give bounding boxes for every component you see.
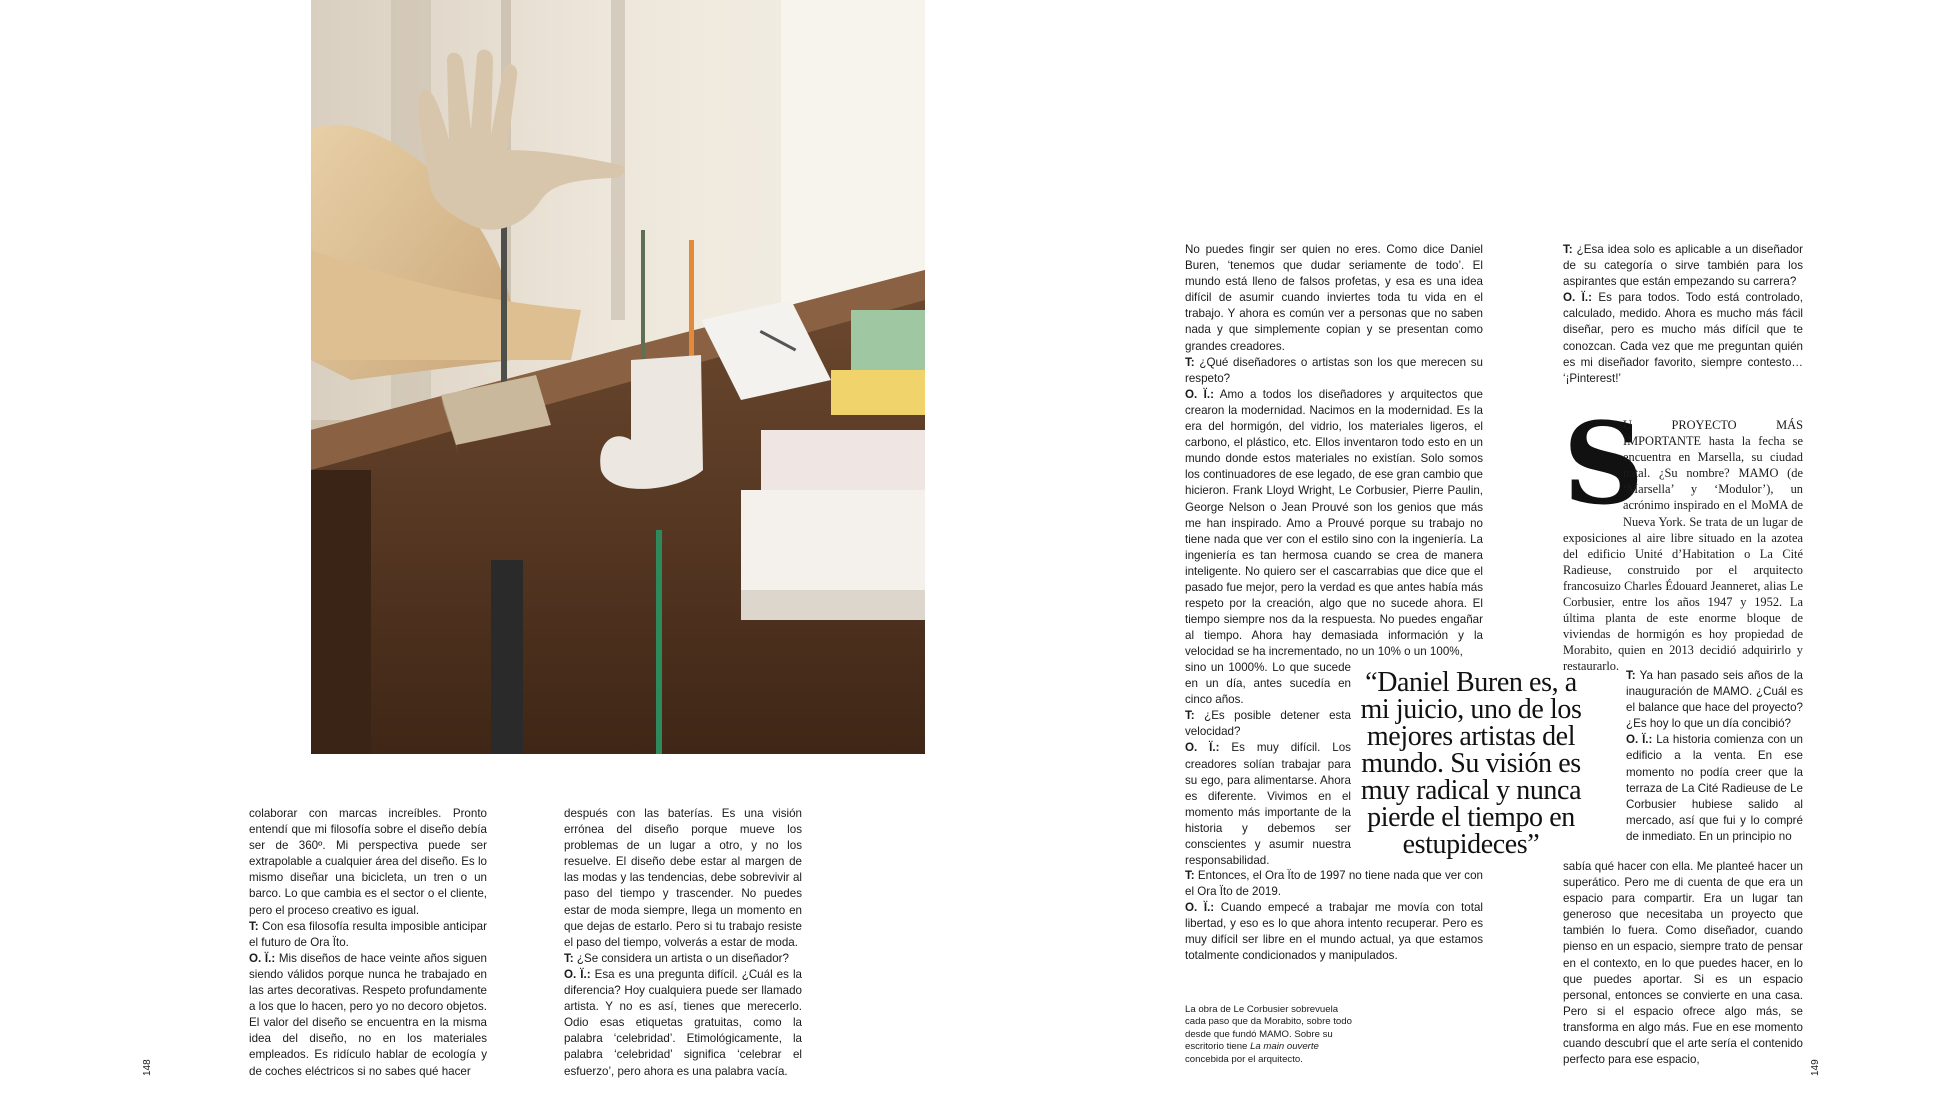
caption-text-end: concebida por el arquitecto. [1185,1053,1303,1065]
right-column-2-end [1563,859,1803,1068]
question-tag: T: [249,919,259,933]
caption-artwork-title: La main ouverte [1250,1041,1319,1053]
question-tag: T: [1626,669,1636,682]
left-column-1 [249,806,487,1080]
answer-text: sino un 1000%. Lo que sucede en un día, antes sucedía en cinco años. [1185,661,1351,707]
answer-text: Cuando empecé a trabajar me movía con total libertad, y eso es lo que ahora intento recuperar. Pero es muy difícil ser libre en el mundo actual, ya que estamos totalmente condicionados y manipulados. [1185,901,1484,963]
answer-text: Es muy difícil. Los creadores solían trabajar para su ego, para alimentarse. Ahora es diferente. Vivimos en el momento más importante de la historia y debemos ser conscientes y asumir nuestra responsabilidad. [1185,741,1351,868]
right-column-2-narrow [1626,668,1803,845]
question-tag: T: [1185,869,1195,882]
answer-text: sabía qué hacer con ella. Me planteé hacer un superático. Pero me di cuenta de que era un espacio para compartir. Era un lugar tan generoso que necesitaba un proyecto que también lo fuera. Como diseñador, cuando pienso en un espacio, siempre trato de pensar en el contexto, en lo que puedes hacer, en lo que puedes aportar. Si es un espacio personal, entonces se convierte en una casa. Pero si el espacio ofrece algo más, se transforma en algo más. Fue en ese momento cuando descubrí que el arte sería el contenido perfecto para ese espacio, [1563,860,1803,1067]
answer-tag: O. Ï.: [1563,291,1592,305]
answer-text: Amo a todos los diseñadores y arquitectos que crearon la modernidad. Nacimos en la modernidad. Es la era del hormigón, del vidrio, los materiales ligeros, el carbono, el plástico, etc. Ellos inventaron todo esto en un mundo donde estos materiales no existían. Solo somos los continuadores de ese legado, de ese gran cambio que hicieron. Frank Lloyd Wright, Le Corbusier, Pierre Paulin, George Nelson o Jean Prouvé son los genios que más me han inspirado. Amo a Prouvé porque su trabajo no tiene nada que ver con el estilo sino con la ingeniería. La ingeniería es tan hermosa cuando se crea de manera inteligente. No quiero ser el cascarrabias que dice que el pasado fue mejor, pero la verdad es que antes había más respeto por la creación, algo que no sucede ahora. El tiempo siempre nos da la respuesta. No puedes engañar al tiempo. Ahora hay demasiada información y la velocidad se ha incrementado, no un 10% o un 100%, [1185,387,1483,659]
question-text: Con esa filosofía resulta imposible anticipar el futuro de Ora Ïto. [249,919,487,949]
body-text: después con las baterías. Es una visión errónea del diseño porque mueve los problemas de un lugar a otro, y no los resuelve. El diseño debe estar al margen de las modas y las tendencias, debe sobrevivir al paso del tiempo y trascender. No puedes estar de moda siempre, llega un momento en que dejas de estarlo. Pero si tu trabajo resiste el paso del tiempo, volverás a estar de moda. [564,807,802,949]
question-text: ¿Es posible detener esta velocidad? [1185,709,1351,739]
answer-text: Mis diseños de hace veinte años siguen siendo válidos porque nunca he trabajado en las artes decorativas. Respeto profundamente a los que lo hacen, pero yo no decoro objetos. El valor del diseño se encuentra en la misma idea del diseño, no en los materiales empleados. Es ridículo hablar de ecología y de coches eléctricos si no sabes qué hacer [249,951,487,1078]
answer-text: Es para todos. Todo está controlado, calculado, medido. Ahora es mucho más fácil diseñar, pero es mucho más difícil que te conozcan. Cada vez que me preguntan quién es mi diseñador favorito, siempre contesto… ‘¡Pinterest!’ [1563,291,1803,385]
answer-tag: O. Ï.: [249,951,276,965]
answer-tag: O. Ï.: [1185,901,1215,915]
answer-tag: O. Ï.: [1626,733,1653,747]
answer-tag: O. Ï.: [1185,741,1220,755]
drop-cap: S [1563,399,1644,530]
pull-quote: “Daniel Buren es, a mi juicio, uno de los mejores artistas del mundo. Su visión es muy radical y nunca pierde el tiempo en estupideces” [1360,667,1582,860]
question-text: ¿Qué diseñadores o artistas son los que merecen su respeto? [1185,355,1483,385]
answer-text: La historia comienza con un edificio a la venta. En ese momento no podía creer que la terraza de La Cité Radieuse de Le Corbusier hubiese salido al mercado, así que fui y lo compré de inmediato. En un principio no [1626,733,1803,843]
desk-photo [311,0,925,754]
question-tag: T: [1185,355,1195,369]
answer-tag: O. Ï.: [1185,387,1214,401]
answer-text: Esa es una pregunta difícil. ¿Cuál es la diferencia? Hoy cualquiera puede ser llamado artista. Y no es así, tienes que merecerlo. Odio esas etiquetas gratuitas, como la palabra ‘celebridad’. Etimológicamente, la palabra ‘celebridad’ significa ‘celebrar el esfuerzo’, pero ahora es una palabra vacía. [564,967,802,1078]
question-text: ¿Se considera un artista o un diseñador? [576,951,789,965]
right-page [980,0,1960,1120]
right-column-2-top [1563,242,1803,387]
body-text: No puedes fingir ser quien no eres. Como dice Daniel Buren, ‘tenemos que dudar seriamente de todo’. El mundo está lleno de falsos profetas, y esa es una idea difícil de asumir cuando inviertes toda tu vida en el trabajo. Y ahora es común ver a personas que no saben nada y que simplemente copian y se presentan como grandes creadores. [1185,243,1483,353]
question-text: Ya han pasado seis años de la inauguración de MAMO. ¿Cuál es el balance que hace del proyecto? ¿Es hoy lo que un día concibió? [1626,669,1803,731]
right-column-1-end [1185,868,1483,965]
answer-tag: O. Ï.: [564,967,591,981]
section-intro [1563,399,1803,675]
caption-text: La obra de Le Corbusier sobrevuela cada paso que da Morabito, sobre todo desde que fundó MAMO. Sobre su escritorio tiene [1185,1004,1352,1053]
question-tag: T: [1185,709,1195,723]
page-number: 148 [142,1059,153,1076]
intro-text: U PROYECTO MÁS IMPORTANTE hasta la fecha se encuentra en Marsella, su ciudad natal. ¿Su nombre? MAMO (de ‘Marsella’ y ‘Modulor’), un acrónimo inspirado en el MoMA de Nueva York. Se trata de un lugar de exposiciones al aire libre situado en la azotea del edificio Unité d’Habitation o La Cité Radieuse, construido por el arquitecto francosuizo Charles Édouard Jeanneret, alias Le Corbusier, entre los años 1947 y 1952. La última planta de este enorme bloque de viviendas de hormigón es hoy propiedad de Morabito, quien en 2013 decidió adquirirlo y restaurarlo. [1563,418,1803,674]
question-tag: T: [564,951,574,965]
right-column-1-narrow [1185,660,1351,869]
photo-caption [1185,1004,1353,1066]
left-column-2 [564,806,802,1080]
question-text: Entonces, el Ora Ïto de 1997 no tiene nada que ver con el Ora Ïto de 2019. [1185,869,1483,899]
body-text: colaborar con marcas increíbles. Pronto entendí que mi filosofía sobre el diseño debía ser de 360º. Mi perspectiva puede ser extrapolable a cualquier área del diseño. Es lo mismo diseñar una bicicleta, un tren o un barco. Lo que cambia es el sector o el cliente, pero el proceso creativo es igual. [249,807,487,917]
page-number: 149 [1810,1059,1821,1076]
question-tag: T: [1563,243,1573,256]
right-column-1 [1185,242,1483,660]
question-text: ¿Esa idea solo es aplicable a un diseñador de su categoría o sirve también para los aspirantes que están empezando su carrera? [1563,243,1803,289]
